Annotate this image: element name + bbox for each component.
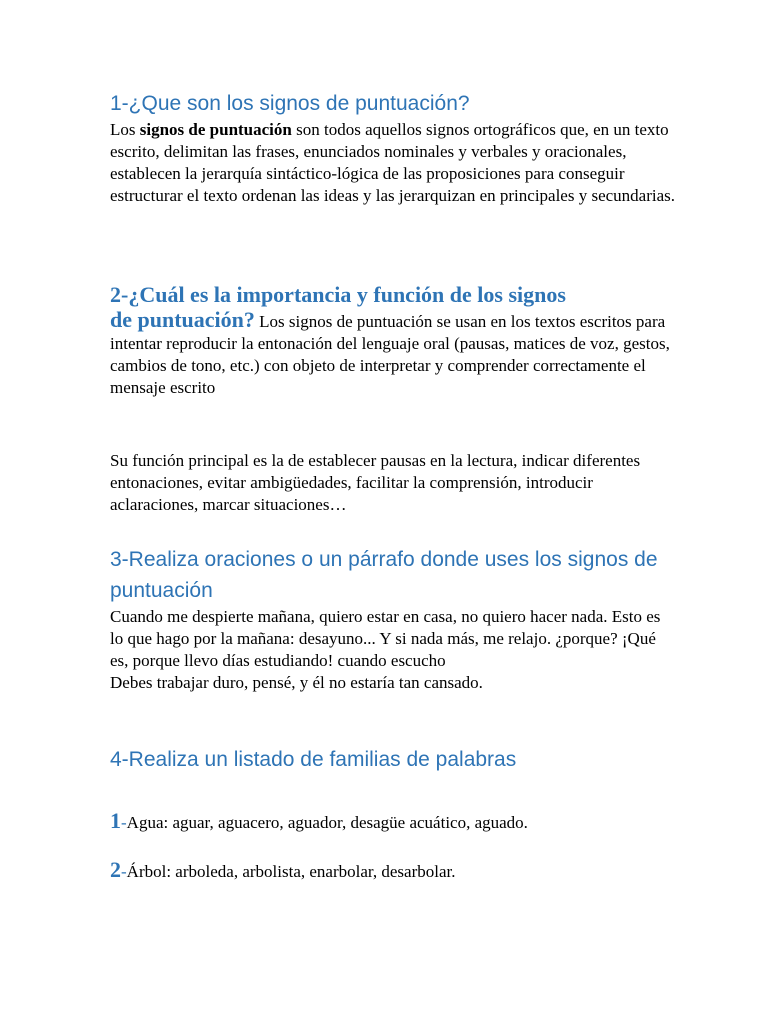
list-item-number: 2 (110, 857, 121, 882)
list-item-number: 1 (110, 808, 121, 833)
list-item (110, 807, 670, 837)
section-q3 (110, 544, 670, 694)
q1-body-intro: Los (110, 120, 140, 139)
q1-heading: 1-¿Que son los signos de puntuación? (110, 92, 470, 115)
q4-heading: 4-Realiza un listado de familias de palabras (110, 748, 517, 771)
q2-heading-line2: de puntuación? (110, 307, 255, 332)
list-item-dash: - (121, 862, 127, 881)
list-item-text: Árbol: arboleda, arbolista, enarbolar, desarbolar. (126, 862, 456, 881)
q3-body-line2: Debes trabajar duro, pensé, y él no estaría tan cansado. (110, 673, 483, 692)
list-item (110, 856, 670, 886)
q1-body-rest: son todos aquellos signos ortográficos que, en un texto escrito, delimitan las frases, enunciados nominales y verbales y oracionales, establecen la jerarquía sintáctico-lógica de las proposiciones para conseguir estructurar el texto ordenan las ideas y las jerarquizan en principales y secundarias. (110, 120, 676, 205)
q2-paragraph2-block (110, 450, 670, 516)
q2-heading-line1: 2-¿Cuál es la importancia y función de los signos (110, 282, 566, 307)
section-q2 (110, 280, 670, 399)
list-item-dash: - (121, 813, 127, 832)
q3-body: Cuando me despierte mañana, quiero estar en casa, no quiero hacer nada. Esto es lo que hago por la mañana: desayuno... Y si nada más, me relajo. ¿porque? ¡Qué es, porque llevo días estudiando! cuando escucho (110, 607, 661, 670)
q1-body-bold: signos de puntuación (139, 120, 292, 139)
q2-body-inline: Los signos de puntuación se usan en los textos escritos para intentar reproducir la entonación del lenguaje oral (pausas, matices de voz, gestos, cambios de tono, etc.) con objeto de interpretar y comprender correctamente el mensaje escrito (110, 312, 670, 397)
q2-body (110, 309, 670, 399)
section-q4 (110, 744, 670, 775)
section-q1 (110, 88, 680, 207)
list-item-text: Agua: aguar, aguacero, aguador, desagüe acuático, aguado. (126, 813, 528, 832)
q3-heading: 3-Realiza oraciones o un párrafo donde uses los signos de puntuación (110, 548, 658, 602)
q2-paragraph2: Su función principal es la de establecer pausas en la lectura, indicar diferentes entonaciones, evitar ambigüedades, facilitar la comprensión, introducir aclaraciones, marcar situaciones… (110, 451, 641, 514)
q1-body (110, 119, 680, 207)
